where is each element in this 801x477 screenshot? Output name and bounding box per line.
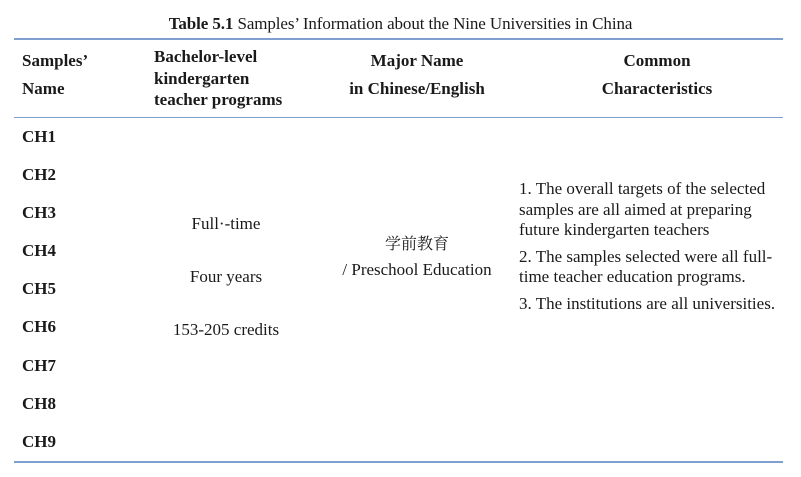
header-major-line-2: in Chinese/English: [349, 79, 485, 98]
characteristic-item: 1. The overall targets of the selected samples are all aimed at preparing future kindergarten teachers: [519, 179, 766, 239]
table-label: Table 5.1: [168, 14, 234, 33]
top-rule: [14, 38, 783, 40]
table-caption: [0, 14, 801, 34]
header-common-characteristics: [560, 47, 754, 103]
table-title: Samples’ Information about the Nine Universities in China: [233, 14, 633, 33]
header-samples-line-2: Name: [22, 79, 65, 98]
header-bachelor-line-3: teacher programs: [154, 90, 283, 109]
sample-name: CH6: [22, 317, 56, 337]
characteristics-list: [519, 179, 787, 320]
header-rule: [14, 117, 783, 118]
header-common-line-2: Characteristics: [601, 79, 713, 98]
sample-name: CH7: [22, 355, 56, 375]
program-mode: Full·-time: [191, 214, 261, 233]
bottom-rule: [14, 461, 783, 463]
sample-name: CH3: [22, 203, 56, 223]
sample-name: CH9: [22, 431, 56, 451]
major-name-english: / Preschool Education: [342, 260, 492, 279]
major-name-cell: [326, 231, 508, 283]
program-credits: 153-205 credits: [172, 320, 280, 339]
major-name-chinese: 学前教育: [384, 234, 449, 253]
header-major-line-1: Major Name: [370, 51, 464, 70]
header-samples-line-1: Samples’: [22, 51, 89, 70]
samples-list: [22, 127, 56, 470]
header-bachelor-line-2: kindergarten: [154, 68, 250, 88]
sample-name: CH8: [22, 393, 56, 413]
header-bachelor-line-1: Bachelor-level: [154, 47, 258, 66]
header-common-line-1: Common: [623, 51, 691, 70]
sample-name: CH4: [22, 241, 56, 261]
sample-name: CH1: [22, 127, 56, 146]
header-bachelor-programs: [154, 46, 282, 111]
sample-name: CH2: [22, 165, 56, 185]
header-major-name: [330, 47, 504, 103]
header-samples-name: [22, 47, 88, 103]
program-duration: Four years: [189, 267, 263, 286]
sample-name: CH5: [22, 279, 56, 299]
characteristic-item: 2. The samples selected were all full-time teacher education programs.: [519, 246, 773, 286]
characteristic-item: 3. The institutions are all universities.: [519, 293, 776, 313]
